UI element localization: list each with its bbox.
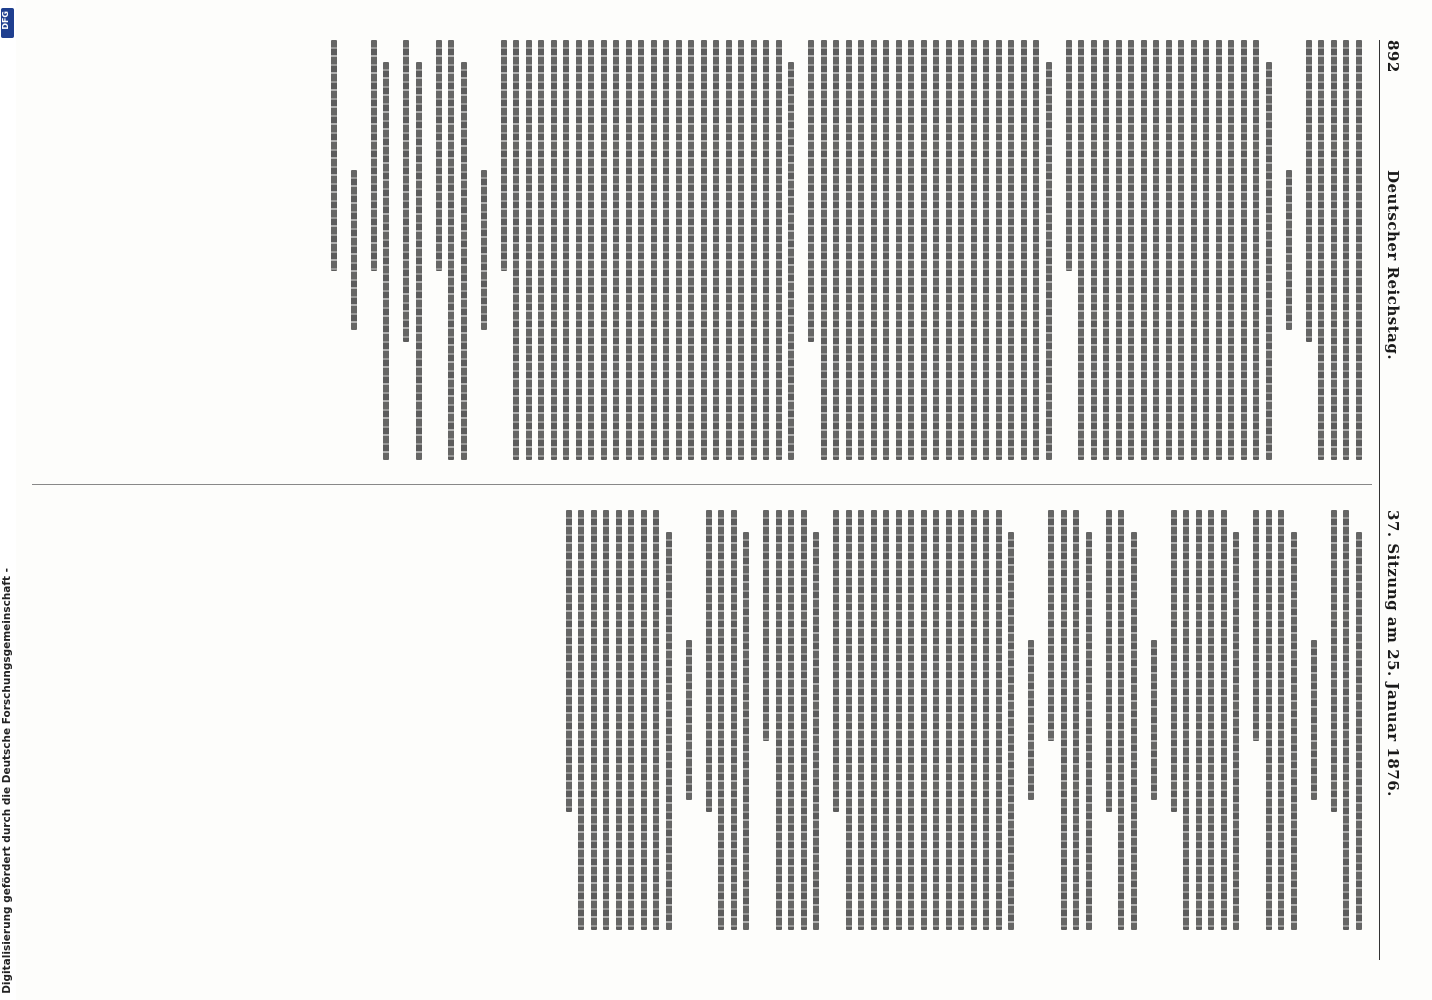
paragraph xyxy=(834,510,1015,930)
paragraph xyxy=(1311,510,1317,930)
paragraph xyxy=(1066,40,1272,460)
paragraph xyxy=(1254,510,1298,930)
paragraph xyxy=(1331,510,1362,930)
paragraph xyxy=(351,40,357,460)
paragraph xyxy=(566,510,672,930)
running-header xyxy=(1379,40,1404,960)
paragraph xyxy=(331,40,337,460)
paragraph xyxy=(501,40,795,460)
paragraph xyxy=(1306,40,1362,460)
paragraph xyxy=(404,40,423,460)
publication-title: Deutscher Reichstag. xyxy=(1384,170,1402,361)
paragraph xyxy=(809,40,1053,460)
paragraph xyxy=(1151,510,1157,930)
digitization-sidebar xyxy=(0,0,16,1000)
dfg-logo-icon xyxy=(1,8,14,38)
text-column-right xyxy=(32,510,1362,930)
paragraph xyxy=(1049,510,1093,930)
dfg-logo-text: DFG xyxy=(1,11,10,30)
paragraph xyxy=(1029,510,1035,930)
paragraph xyxy=(1286,40,1292,460)
column-divider xyxy=(32,484,1372,485)
paragraph xyxy=(371,40,390,460)
paragraph xyxy=(686,510,692,930)
paragraph xyxy=(706,510,750,930)
paragraph xyxy=(764,510,820,930)
paragraph xyxy=(436,40,467,460)
session-date: 37. Sitzung am 25. Januar 1876. xyxy=(1384,510,1402,797)
paragraph xyxy=(1106,510,1137,930)
text-column-left xyxy=(32,40,1362,460)
paragraph xyxy=(1171,510,1240,930)
paragraph xyxy=(481,40,487,460)
digitization-credit: Digitalisierung gefördert durch die Deutsche Forschungsgemeinschaft - xyxy=(1,568,13,994)
page-number: 892 xyxy=(1384,40,1402,73)
